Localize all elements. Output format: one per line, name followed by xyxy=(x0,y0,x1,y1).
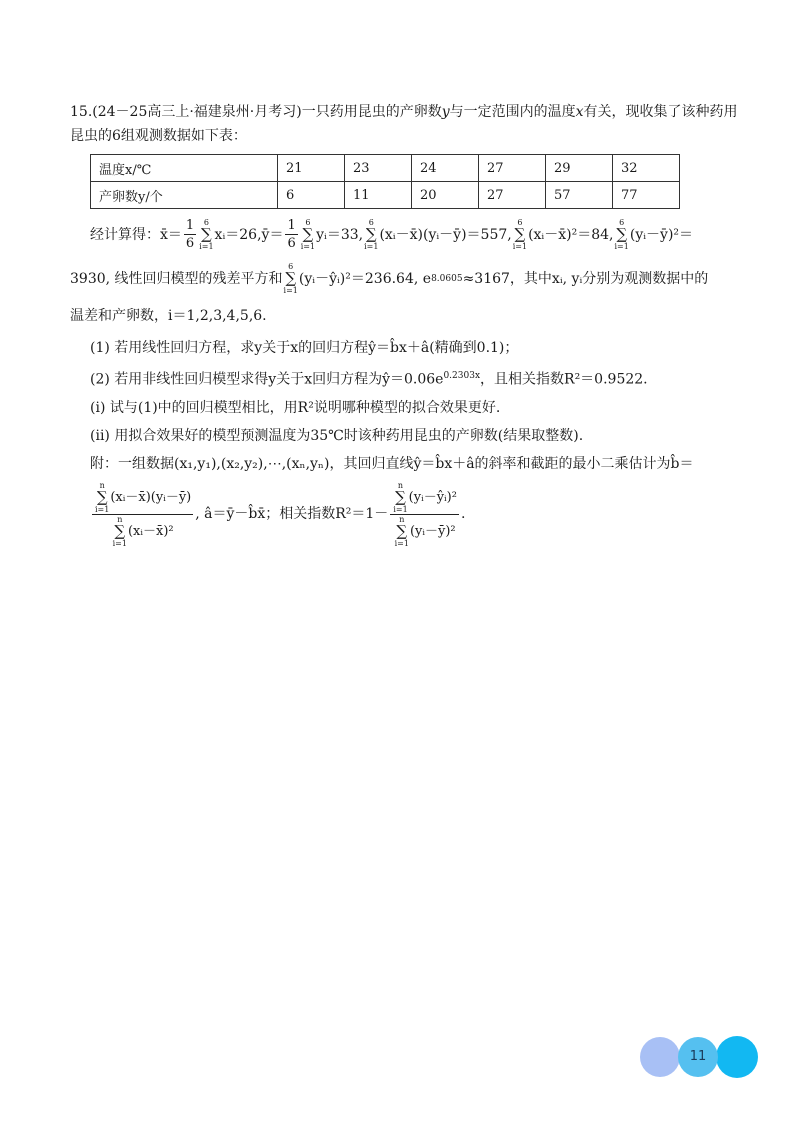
decorative-circle xyxy=(716,1036,758,1078)
table-cell: 11 xyxy=(345,182,412,209)
page-number: 11 xyxy=(689,1049,707,1064)
problem-source: (24－25高三上·福建泉州·月考习) xyxy=(92,104,302,120)
appendix-formulas xyxy=(90,481,738,548)
table-cell: 29 xyxy=(546,155,613,182)
b-hat-numerator: (xᵢ－x̄)(yᵢ－ȳ) xyxy=(110,489,192,505)
fraction-num: 1 xyxy=(287,218,296,233)
sum-symbol: n ∑ i=1 xyxy=(393,480,408,514)
problem-content xyxy=(70,100,738,548)
b-hat-denominator: (xᵢ－x̄)² xyxy=(127,523,174,539)
sum-symbol: 6 ∑ i=1 xyxy=(300,218,316,251)
stats-block xyxy=(70,217,738,252)
ybar-rhs: yᵢ＝33, xyxy=(316,226,364,243)
table-cell: 24 xyxy=(412,155,479,182)
fraction-one-sixth xyxy=(285,217,297,252)
b-hat-fraction xyxy=(92,481,193,548)
r-squared-denominator: (yᵢ－ȳ)² xyxy=(409,523,456,539)
appendix-line-1: 附：一组数据(x₁,y₁),(x₂,y₂),⋯,(xₙ,yₙ)，其回归直线ŷ＝b̂x＋â的斜率和截距的最小二乘估计为b̂＝ xyxy=(90,455,694,472)
table-cell: 6 xyxy=(278,182,345,209)
sum-symbol: 6 ∑ i=1 xyxy=(283,262,298,295)
fraction-num: 1 xyxy=(185,218,195,233)
xbar-lhs: x̄＝ xyxy=(160,226,182,243)
table-cell: 27 xyxy=(479,155,546,182)
table-cell: 27 xyxy=(479,182,546,209)
var-y: y xyxy=(441,104,450,120)
fraction-one-sixth xyxy=(184,217,196,252)
problem-statement xyxy=(70,100,738,148)
sum-symbol: 6 ∑ i=1 xyxy=(512,218,528,251)
residual-text: 3930, 线性回归模型的残差平方和 xyxy=(70,270,283,287)
sum-symbol: 6 ∑ i=1 xyxy=(364,218,379,251)
fraction-den: 6 xyxy=(287,236,296,251)
fraction-den: 6 xyxy=(185,236,195,251)
r-squared-fraction xyxy=(390,481,459,548)
xbar-rhs: xᵢ＝26, xyxy=(214,226,262,243)
r-squared-numerator: (yᵢ－ŷᵢ)² xyxy=(408,489,457,505)
question-2: (2) 若用非线性回归模型求得y关于x回归方程为$ŷ=0.06e^{0.2303x}$，且相关指数R²＝0.9522. xyxy=(90,371,648,388)
decorative-circle xyxy=(640,1037,680,1077)
table-cell: 57 xyxy=(546,182,613,209)
question-1: (1) 若用线性回归方程，求y关于x的回归方程ŷ＝b̂x＋â(精确到0.1)； xyxy=(90,340,519,356)
var-x: x xyxy=(575,104,584,120)
table-header-eggs: 产卵数y/个 xyxy=(91,182,278,209)
page-footer xyxy=(640,1033,760,1077)
residual-value: (yᵢ－ŷᵢ)²＝236.64, e xyxy=(298,270,432,287)
table-row-temperature xyxy=(91,155,680,182)
question-2-i: (i) 试与(1)中的回归模型相比，用R²说明哪种模型的拟合效果更好. xyxy=(90,399,501,416)
stats-lead: 经计算得： xyxy=(90,226,160,243)
sum-symbol: 6 ∑ i=1 xyxy=(199,218,214,251)
table-cell: 77 xyxy=(613,182,680,209)
observation-table xyxy=(90,154,680,209)
exp-0-2303x: 0.2303x xyxy=(443,371,481,381)
table-header-temperature: 温度x/℃ xyxy=(91,155,278,182)
stats-line-2 xyxy=(70,262,738,295)
sum-symbol: n ∑ i=1 xyxy=(95,480,110,514)
intro-text-c: 有关，现收集了该种药用昆虫的6组观测数据如下表： xyxy=(70,104,738,144)
stats-line-1 xyxy=(90,217,738,252)
appendix-end: . xyxy=(460,506,466,523)
table-cell: 32 xyxy=(613,155,680,182)
sum-symbol: n ∑ i=1 xyxy=(394,514,409,548)
ybar-lhs: ȳ＝ xyxy=(261,226,284,243)
sum-xx: (xᵢ－x̄)²＝84, xyxy=(528,226,614,243)
intro-text-b: 与一定范围内的温度 xyxy=(449,104,576,120)
stats-line-3: 温差和产卵数，i＝1,2,3,4,5,6. xyxy=(70,308,267,324)
table-cell: 21 xyxy=(278,155,345,182)
sum-yy: (yᵢ－ȳ)²＝ xyxy=(629,226,694,243)
table-cell: 23 xyxy=(345,155,412,182)
sum-symbol: n ∑ i=1 xyxy=(112,514,127,548)
problem-number: 15. xyxy=(70,104,93,120)
appendix-middle: , â＝ȳ－b̂x̄；相关指数R²＝1－ xyxy=(195,506,389,523)
residual-tail: ≈3167，其中xᵢ, yᵢ分别为观测数据中的 xyxy=(462,270,709,287)
exp-8-0605: 8.0605 xyxy=(431,273,463,284)
table-cell: 20 xyxy=(412,182,479,209)
sum-symbol: 6 ∑ i=1 xyxy=(614,218,629,251)
table-row-eggs xyxy=(91,182,680,209)
question-2-ii: (ii) 用拟合效果好的模型预测温度为35℃时该种药用昆虫的产卵数(结果取整数). xyxy=(90,427,584,444)
intro-text-a: 一只药用昆虫的产卵数 xyxy=(301,104,442,120)
sum-xy: (xᵢ－x̄)(yᵢ－ȳ)＝557, xyxy=(379,226,512,243)
